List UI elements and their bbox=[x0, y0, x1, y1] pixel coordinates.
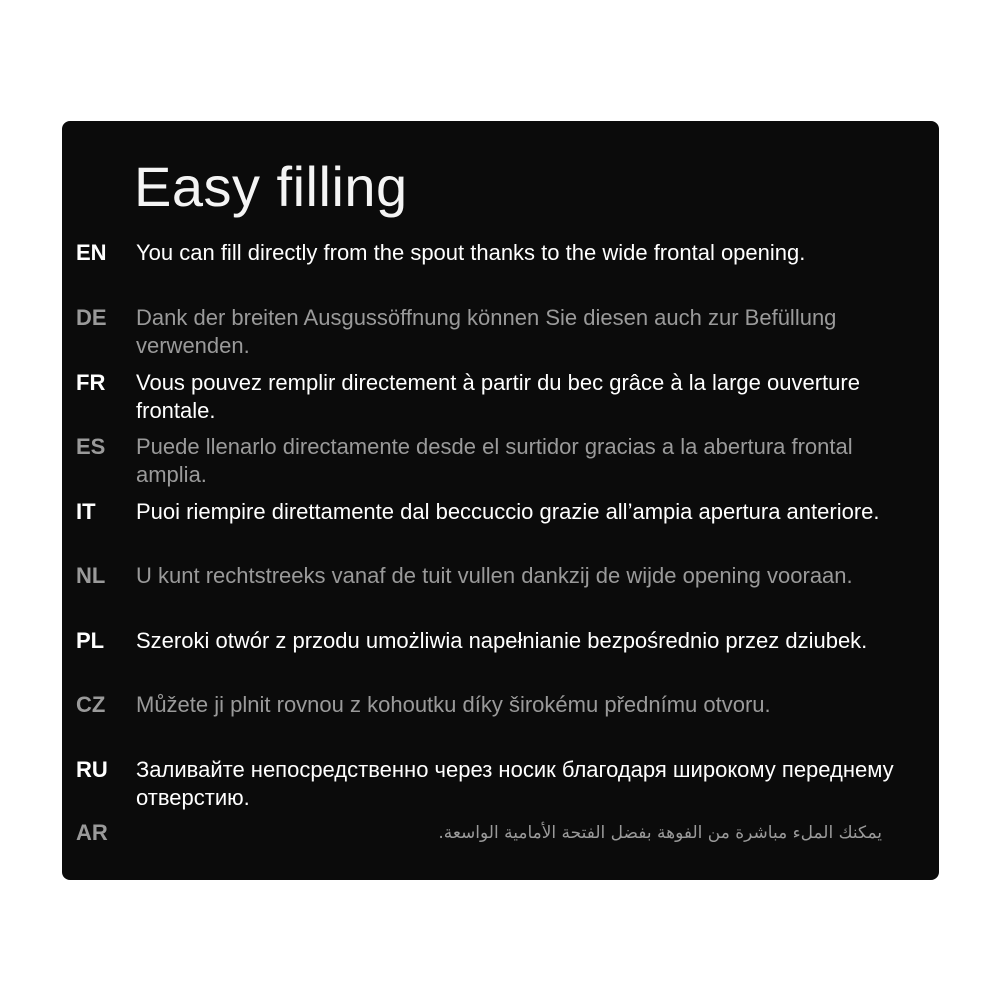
entry-ru bbox=[62, 756, 939, 816]
language-code-fr: FR bbox=[76, 370, 106, 395]
instruction-text-de: Dank der breiten Ausgussöffnung können Sie diesen auch zur Befüllung verwenden. bbox=[136, 305, 837, 358]
entry-nl bbox=[62, 562, 939, 622]
instruction-text-cz: Můžete ji plnit rovnou z kohoutku díky širokému přednímu otvoru. bbox=[136, 692, 771, 717]
instruction-text-es: Puede llenarlo directamente desde el surtidor gracias a la abertura frontal amplia. bbox=[136, 434, 853, 487]
language-code-pl: PL bbox=[76, 628, 105, 653]
instruction-text-en: You can fill directly from the spout thanks to the wide frontal opening. bbox=[136, 240, 806, 265]
instruction-text-nl: U kunt rechtstreeks vanaf de tuit vullen dankzij de wijde opening vooraan. bbox=[136, 563, 853, 588]
language-code-es: ES bbox=[76, 434, 106, 459]
entry-cz bbox=[62, 691, 939, 751]
entry-pl bbox=[62, 627, 939, 687]
instruction-text-ru: Заливайте непосредственно через носик благодаря широкому переднему отверстию. bbox=[136, 757, 894, 810]
entry-it bbox=[62, 498, 939, 558]
language-code-it: IT bbox=[76, 499, 96, 524]
instruction-panel bbox=[62, 121, 939, 880]
language-code-ru: RU bbox=[76, 757, 108, 782]
instruction-text-ar: يمكنك الملء مباشرة من الفوهة بفضل الفتحة الأمامية الواسعة. bbox=[438, 823, 882, 843]
instruction-text-fr: Vous pouvez remplir directement à partir du bec grâce à la large ouverture frontale. bbox=[136, 370, 860, 423]
language-code-nl: NL bbox=[76, 563, 106, 588]
instruction-text-pl: Szeroki otwór z przodu umożliwia napełnianie bezpośrednio przez dziubek. bbox=[136, 628, 868, 653]
language-code-de: DE bbox=[76, 305, 107, 330]
entry-fr bbox=[62, 369, 939, 429]
language-code-en: EN bbox=[76, 240, 107, 265]
language-code-cz: CZ bbox=[76, 692, 106, 717]
instruction-text-it: Puoi riempire direttamente dal beccuccio grazie all’ampia apertura anteriore. bbox=[136, 499, 880, 524]
entry-ar bbox=[62, 819, 939, 879]
entry-en bbox=[62, 239, 939, 299]
language-code-ar: AR bbox=[76, 820, 108, 845]
entry-es bbox=[62, 433, 939, 493]
panel-title: Easy filling bbox=[134, 155, 408, 218]
entry-de bbox=[62, 304, 939, 364]
